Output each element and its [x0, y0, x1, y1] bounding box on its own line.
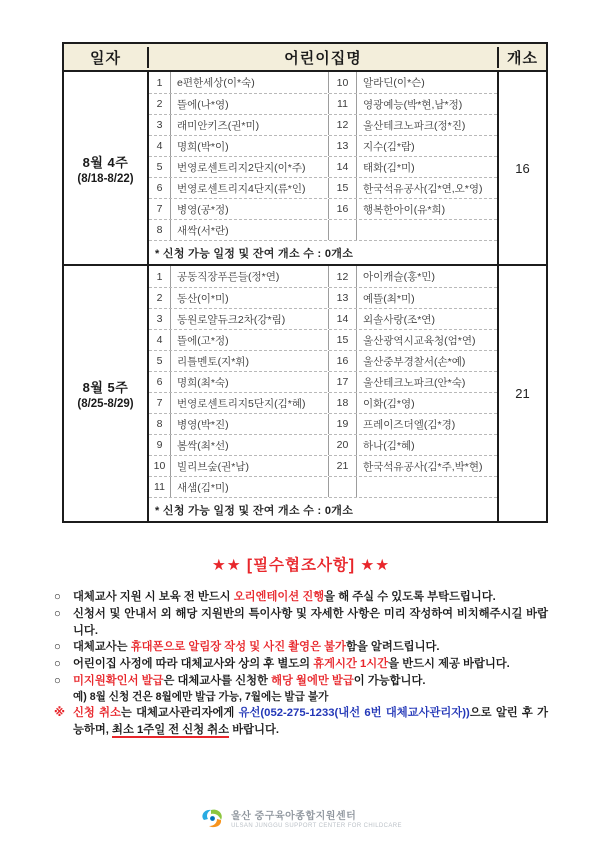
footer-org-english: ULSAN JUNGGU SUPPORT CENTER FOR CHILDCARE [231, 823, 402, 829]
availability-note: * 신청 가능 일정 및 잔여 개소 수 : 0개소 [149, 497, 497, 521]
notice-text-segment: 을 해 주실 수 있도록 부탁드립니다. [324, 591, 496, 603]
notice-text-segment: 신청서 및 안내서 외 해당 지원반의 특이사항 및 자세한 사항은 미리 작성하여 비치해주시길 바랍니다. [73, 607, 548, 637]
center-name: 한국석유공사(김*연,오*영) [363, 182, 483, 195]
footer-org-name [231, 807, 402, 829]
center-name: 뜰에(고*정) [171, 330, 329, 350]
row-number [329, 477, 357, 497]
notice-text-segment: 대체교사 지원 시 보육 전 반드시 [73, 591, 234, 603]
table-row [149, 371, 497, 392]
notice-text-segment: 은 대체교사를 신청한 [163, 674, 272, 687]
footer-org-korean: 울산 중구육아종합지원센터 [231, 811, 357, 822]
center-name: 래미안키즈(권*미) [171, 115, 329, 135]
table-row [149, 476, 497, 497]
center-name: 번영로센트리지2단지(이*주) [171, 157, 329, 177]
row-number: 1 [149, 266, 171, 287]
table-row [149, 72, 497, 93]
row-number: 18 [329, 393, 357, 413]
notice-text-segment: 을 반드시 제공 바랍니다. [388, 658, 510, 671]
center-logo-icon [198, 806, 226, 830]
table-row [149, 93, 497, 114]
table-row [149, 156, 497, 177]
table-row [149, 114, 497, 135]
circle-bullet-icon: ○ [54, 591, 61, 603]
notice-text-segment: 오리엔테이션 진행 [233, 591, 325, 603]
notice-text [73, 673, 548, 690]
notice-line-certificate [54, 673, 548, 690]
center-name: 울산광역시교육청(엄*연) [363, 334, 476, 347]
notice-line-cancellation [54, 705, 548, 739]
center-name: 아이캐슬(홍*민) [363, 271, 435, 283]
row-number: 11 [329, 94, 357, 114]
notice-text [73, 690, 548, 706]
row-number: 12 [329, 266, 357, 287]
notice-text-segment: 이 가능합니다. [353, 674, 426, 687]
center-name-list [149, 266, 499, 521]
row-number: 3 [149, 115, 171, 135]
row-number: 5 [149, 157, 171, 177]
week-label: 8월 5주 [82, 380, 129, 395]
table-row [149, 455, 497, 476]
center-name: 이화(김*영) [363, 397, 415, 410]
center-name: 번영로센트리지4단지(류*인) [171, 178, 329, 198]
row-number: 3 [149, 309, 171, 329]
row-number: 7 [149, 199, 171, 219]
table-row [149, 392, 497, 413]
center-name: 동산(이*미) [171, 288, 329, 308]
name-rows-container [149, 72, 497, 240]
notice-text-segment: 으로 알린 후 가능하며, [73, 707, 549, 737]
row-number [329, 220, 357, 240]
center-name: 명희(박*이) [171, 136, 329, 156]
notice-text [73, 705, 548, 739]
table-row [149, 350, 497, 371]
center-name [357, 220, 497, 240]
row-number: 19 [329, 414, 357, 434]
center-name: 지수(김*람) [363, 140, 415, 153]
column-header-name: 어린이집명 [149, 47, 499, 68]
row-number: 15 [329, 178, 357, 198]
row-number: 13 [329, 136, 357, 156]
center-name: 외솔사랑(조*연) [363, 313, 435, 326]
center-name [357, 477, 497, 497]
center-name: 울산테크노파크(정*진) [363, 119, 466, 132]
table-row [149, 308, 497, 329]
row-number: 16 [329, 351, 357, 371]
row-number: 12 [329, 115, 357, 135]
center-name: 한국석유공사(김*주,박*현) [363, 460, 483, 473]
row-number: 7 [149, 393, 171, 413]
column-header-date: 일자 [64, 47, 149, 68]
center-name: 하나(김*혜) [363, 439, 415, 452]
notice-line-break-time [54, 656, 548, 673]
notice-line-documents [54, 606, 548, 640]
row-number: 6 [149, 178, 171, 198]
center-name: e편한세상(이*숙) [171, 72, 329, 93]
table-row [149, 329, 497, 350]
row-number: 17 [329, 372, 357, 392]
row-number: 20 [329, 435, 357, 455]
availability-note: * 신청 가능 일정 및 잔여 개소 수 : 0개소 [149, 240, 497, 264]
reference-mark-icon: ※ [54, 707, 65, 720]
table-row [149, 198, 497, 219]
row-number: 8 [149, 414, 171, 434]
notice-text [73, 656, 548, 673]
notice-line-orientation [54, 589, 548, 606]
week-block-aug-4 [64, 72, 546, 264]
center-name: 울산테크노파크(안*숙) [363, 376, 466, 389]
center-name: 예뜰(최*미) [363, 292, 415, 305]
table-row [149, 177, 497, 198]
notice-text [73, 639, 548, 656]
footer [0, 806, 600, 830]
count-cell: 21 [515, 386, 530, 401]
center-name: 동원로얄듀크2차(강*림) [171, 309, 329, 329]
circle-bullet-icon: ○ [54, 607, 61, 620]
date-cell [64, 266, 149, 521]
center-name: 프레이즈더엘(김*경) [363, 418, 456, 431]
center-name: 번영로센트리지5단지(김*혜) [171, 393, 329, 413]
row-number: 16 [329, 199, 357, 219]
week-date-range: (8/18-8/22) [77, 172, 134, 185]
notice-text-segment: 해당 월에만 발급 [271, 674, 354, 687]
table-row [149, 219, 497, 240]
center-name: 알라딘(이*슨) [363, 77, 425, 89]
row-number: 6 [149, 372, 171, 392]
row-number: 10 [329, 72, 357, 93]
column-header-count: 개소 [507, 49, 538, 67]
notice-text-segment: 어린이집 사정에 따라 대체교사와 상의 후 별도의 [73, 658, 314, 671]
notice-text-segment: 바랍니다. [229, 724, 280, 737]
notice-title: ★★ [필수협조사항] ★★ [211, 557, 391, 574]
row-number: 2 [149, 94, 171, 114]
week-block-aug-5 [64, 264, 546, 521]
notice-text-segment: 미지원확인서 발급 [73, 674, 164, 687]
row-number: 10 [149, 456, 171, 476]
center-name: 영광예능(박*현,남*정) [363, 98, 463, 111]
center-name: 봄싹(최*선) [171, 435, 329, 455]
required-cooperation-section [54, 553, 548, 739]
row-number: 13 [329, 288, 357, 308]
table-row [149, 266, 497, 287]
row-number: 4 [149, 330, 171, 350]
center-name: 뜰에(나*영) [171, 94, 329, 114]
week-label: 8월 4주 [82, 154, 129, 170]
row-number: 9 [149, 435, 171, 455]
row-number: 14 [329, 309, 357, 329]
row-number: 15 [329, 330, 357, 350]
row-number: 8 [149, 220, 171, 240]
notice-text [73, 589, 548, 606]
center-name: 빌리브숲(권*남) [171, 456, 329, 476]
childcare-roster-table [62, 42, 548, 523]
center-name: 공동직장푸른들(정*연) [171, 266, 329, 287]
row-number: 4 [149, 136, 171, 156]
notice-line-example [73, 690, 548, 706]
notice-text-segment: 는 대체교사관리자에게 [120, 707, 239, 720]
center-name: 병영(공*정) [171, 199, 329, 219]
circle-bullet-icon: ○ [54, 658, 61, 671]
center-name: 새싹(서*란) [171, 220, 329, 240]
notice-text-segment: 예) 8월 신청 건은 8월에만 발급 가능, 7월에는 발급 불가 [73, 690, 329, 703]
notice-text-segment: 최소 1주일 전 신청 취소 [112, 724, 230, 737]
notice-text-segment: 신청 취소 [73, 707, 121, 720]
table-row [149, 135, 497, 156]
notice-text-segment: 휴게시간 1시간 [313, 658, 389, 671]
center-name: 명희(최*숙) [171, 372, 329, 392]
center-name: 태화(김*미) [363, 161, 415, 174]
table-row [149, 413, 497, 434]
center-name-list [149, 72, 499, 264]
center-name: 병영(박*진) [171, 414, 329, 434]
row-number: 1 [149, 72, 171, 93]
notice-text-segment: 대체교사는 [73, 641, 131, 654]
center-name: 행복한아이(유*희) [363, 203, 446, 216]
table-row [149, 287, 497, 308]
notice-text-segment: 휴대폰으로 알림장 작성 및 사진 촬영은 불가 [130, 641, 346, 654]
table-row [149, 434, 497, 455]
center-name: 리틀멘토(지*휘) [171, 351, 329, 371]
row-number: 14 [329, 157, 357, 177]
table-header-row [64, 44, 546, 72]
row-number: 5 [149, 351, 171, 371]
row-number: 2 [149, 288, 171, 308]
notice-line-phone-restriction [54, 639, 548, 656]
circle-bullet-icon: ○ [54, 641, 61, 654]
date-cell [64, 72, 149, 264]
count-cell: 16 [515, 160, 530, 176]
center-name: 울산중부경찰서(손*예) [363, 355, 466, 368]
row-number: 11 [149, 477, 171, 497]
notice-text-segment: 유선(052-275-1233(내선 6번 대체교사관리자)) [238, 707, 470, 720]
name-rows-container [149, 266, 497, 497]
row-number: 21 [329, 456, 357, 476]
week-date-range: (8/25-8/29) [77, 398, 134, 410]
circle-bullet-icon: ○ [54, 674, 61, 687]
center-name: 새샘(김*미) [171, 477, 329, 497]
notice-text [73, 606, 548, 640]
notice-text-segment: 함을 알려드립니다. [345, 641, 440, 654]
